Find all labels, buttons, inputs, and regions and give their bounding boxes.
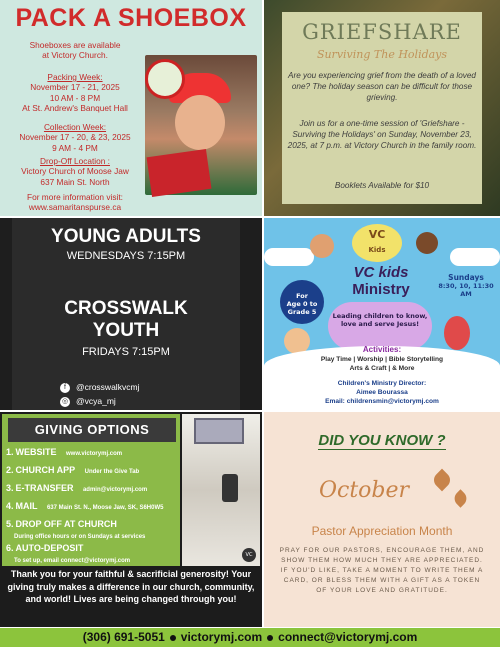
giving-panel <box>0 412 262 627</box>
shoebox-title: PACK A SHOEBOX <box>15 4 247 32</box>
giving-thanks: Thank you for your faithful & sacrificial generosity! Your giving truly makes a difference in our church, community, and world! Lives are being changed through you! <box>7 569 255 604</box>
vc-kids-logo: VC Kids <box>352 224 402 262</box>
laptop-image <box>194 418 244 444</box>
director-heading: Children's Ministry Director: <box>337 380 427 387</box>
samaritans-purse-link[interactable]: www.samaritanspurse.ca <box>28 202 122 213</box>
collection-week-info: Collection Week: November 17 - 20, & 23, 2025 9 AM - 4 PM <box>19 122 131 153</box>
footer-email[interactable]: connect@victorymj.com <box>278 630 418 644</box>
director-name: Aimee Bourassa <box>356 389 408 396</box>
giving-option-app[interactable]: 2. CHURCH APP Under the Give Tab <box>6 465 140 475</box>
griefshare-booklets: Booklets Available for $10 <box>334 181 430 190</box>
bullet-icon <box>170 635 176 641</box>
facebook-icon: f <box>60 383 70 393</box>
young-adults-panel <box>0 218 262 410</box>
activities-heading: Activities: <box>362 345 402 354</box>
footer-phone[interactable]: (306) 691-5051 <box>82 630 165 644</box>
child-illustration <box>444 316 470 350</box>
age-badge: For Age 0 to Grade 5 <box>280 280 324 324</box>
vc-kids-panel <box>264 218 500 410</box>
bullet-icon <box>267 635 273 641</box>
griefshare-intro: Are you experiencing grief from the death of a loved one? The holiday season can be difficult for those grieving. <box>288 71 476 102</box>
crosswalk-title: CROSSWALK <box>64 298 188 319</box>
sunday-times: Sundays 8:30, 10, 11:30 AM <box>438 273 494 298</box>
giving-title: GIVING OPTIONS <box>8 418 176 442</box>
contact-footer <box>0 628 500 647</box>
more-info: For more information visit: www.samaritanspurse.ca <box>4 192 146 213</box>
young-adults-title: YOUNG ADULTS <box>51 226 201 247</box>
activities-line-1: Play Time | Worship | Bible Storytelling <box>320 356 444 363</box>
giving-option-website[interactable]: 1. WEBSITE www.victorymj.com <box>6 447 123 457</box>
did-you-know-panel <box>264 412 500 627</box>
october-heading: October <box>318 478 410 503</box>
activities-line-2: Arts & Craft | & More <box>349 365 415 372</box>
youth-title: YOUTH <box>92 320 160 341</box>
maple-leaf-icon <box>451 489 469 507</box>
giving-photo-collage <box>182 414 260 566</box>
phone-image <box>222 474 238 502</box>
child-with-shoebox-photo <box>145 55 257 195</box>
griefshare-title: GRIEFSHARE <box>302 20 462 44</box>
kids-tagline: Leading children to know, love and serve Jesus! <box>328 302 432 350</box>
dropoff-location-info: Drop-Off Location : Victory Church of Moose Jaw 637 Main St. North <box>21 156 129 187</box>
facebook-handle[interactable]: f @crosswalkvcmj <box>60 382 139 393</box>
giving-option-mail: 4. MAIL 637 Main St. N., Moose Jaw, SK, S6H0W5 <box>6 501 164 511</box>
child-illustration <box>416 232 438 254</box>
giving-option-etransfer[interactable]: 3. E-TRANSFER admin@victorymj.com <box>6 483 148 493</box>
instagram-icon: ◎ <box>61 397 69 405</box>
did-you-know-title: DID YOU KNOW ? <box>318 432 446 449</box>
giving-option-dropoff: 5. DROP OFF AT CHURCH During office hours or on Sundays at services <box>6 519 146 540</box>
griefshare-panel <box>264 0 500 216</box>
operation-christmas-child-logo <box>145 59 185 99</box>
packing-week-info: Packing Week: November 17 - 21, 2025 10 AM - 8 PM At St. Andrew's Banquet Hall <box>22 72 128 113</box>
vc-logo: VC <box>242 548 256 562</box>
youth-time: FRIDAYS 7:15PM <box>82 346 170 358</box>
maple-leaf-icon <box>431 469 454 492</box>
shoebox-panel <box>0 0 262 216</box>
pastor-appreciation-heading: Pastor Appreciation Month <box>311 524 453 538</box>
young-adults-time: WEDNESDAYS 7:15PM <box>66 250 186 262</box>
footer-website[interactable]: victorymj.com <box>180 630 263 644</box>
shoebox-availability: Shoeboxes are available at Victory Church. <box>29 40 121 61</box>
griefshare-session: Join us for a one-time session of 'Griefshare - Surviving the Holidays' on Sunday, November 23, 2025, at 7 p.m. at Victory Church in the family room. <box>287 119 477 150</box>
pastor-appreciation-body: PRAY FOR OUR PASTORS, ENCOURAGE THEM, AND SHOW THEM HOW MUCH THEY ARE APPRECIATED. IF YOU'D LIKE, TAKE A MOMENT TO WRITE THEM A CARD, OR BLESS THEM WITH A GIFT AS A TOKEN OF YOUR LOVE AND GRATITUDE. <box>279 547 485 594</box>
griefshare-subtitle: Surviving The Holidays <box>316 48 448 61</box>
instagram-handle[interactable]: ◎ @vcya_mj <box>61 396 116 406</box>
vc-kids-ministry-title: VC kids Ministry <box>352 264 410 298</box>
director-email[interactable]: Email: childrensmin@victorymj.com <box>325 398 439 405</box>
child-illustration <box>310 234 334 258</box>
giving-option-autodeposit[interactable]: 6. AUTO-DEPOSIT To set up, email connect@victorymj.com <box>6 543 131 564</box>
